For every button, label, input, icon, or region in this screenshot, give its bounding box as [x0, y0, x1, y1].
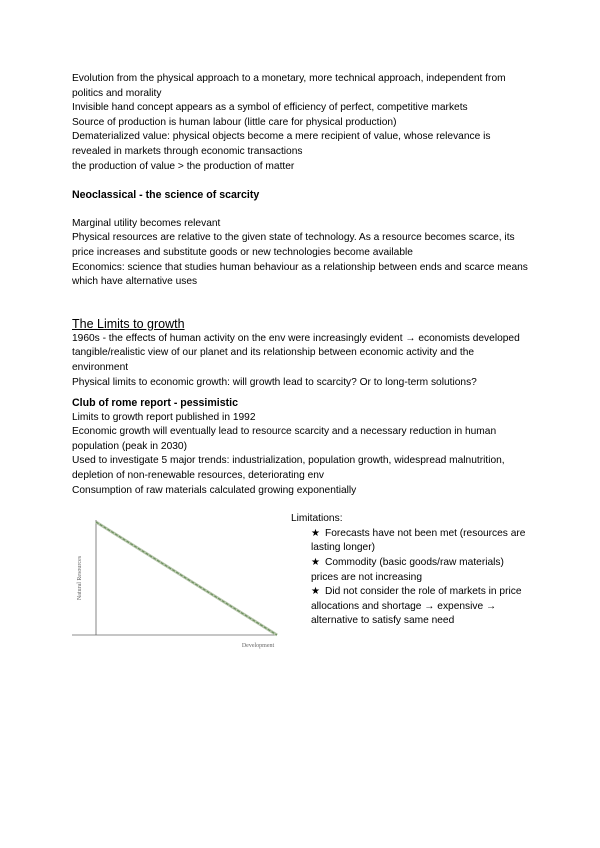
limitations-title: Limitations:	[291, 513, 343, 525]
limitation-item	[291, 585, 531, 629]
intro-section	[72, 72, 532, 174]
neoclassical-heading: Neoclassical - the science of scarcity	[72, 189, 260, 202]
y-axis-label: Natural Resources	[77, 556, 83, 601]
x-axis-label: Development	[241, 643, 275, 650]
neoclassical-line: Economics: science that studies human behaviour as a relationship between ends and scarce means which have alternative uses	[72, 261, 528, 288]
intro-line: Evolution from the physical approach to a monetary, more technical approach, independent from politics and morality	[72, 73, 506, 99]
limitation-text: Forecasts have not been met (resources are lasting longer)	[311, 527, 526, 554]
limitation-text: Commodity (basic goods/raw materials) prices are not increasing	[311, 557, 504, 583]
limitation-item	[291, 556, 531, 585]
limits-line: 1960s - the effects of human activity on the env were increasingly evident → economists developed tangible/realistic view of our planet and its relationship between economic activity and the environment	[72, 332, 520, 373]
limits-section	[72, 332, 532, 390]
club-heading: Club of rome report - pessimistic	[72, 397, 238, 410]
star-icon: ★	[311, 557, 321, 569]
limits-line: Physical limits to economic growth: will growth lead to scarcity? Or to long-term solutions?	[72, 376, 477, 388]
limits-heading: The Limits to growth	[72, 316, 185, 331]
intro-line: the production of value > the production of matter	[72, 160, 295, 172]
neoclassical-line: Physical resources are relative to the given state of technology. As a resource becomes scarce, its price increases and substitute goods or new technologies become available	[72, 232, 515, 258]
club-line: Economic growth will eventually lead to resource scarcity and a necessary reduction in human population (peak in 2030)	[72, 426, 497, 452]
neoclassical-section	[72, 217, 532, 290]
neoclassical-line: Marginal utility becomes relevant	[72, 217, 221, 229]
limitation-item	[291, 527, 531, 556]
series-layer	[96, 522, 277, 635]
document-page	[72, 72, 532, 675]
limitations-block	[291, 512, 531, 629]
resources-chart	[72, 510, 282, 670]
club-line: Consumption of raw materials calculated growing exponentially	[72, 484, 357, 496]
intro-line: Dematerialized value: physical objects become a mere recipient of value, whose relevance is revealed in markets through economic transactions	[72, 131, 491, 157]
intro-line: Source of production is human labour (little care for physical production)	[72, 116, 397, 128]
club-line: Limits to growth report published in 1992	[72, 411, 256, 423]
star-icon: ★	[311, 586, 321, 598]
figure-row	[72, 510, 532, 675]
star-icon: ★	[311, 527, 321, 539]
club-line: Used to investigate 5 major trends: industrialization, population growth, widespread malnutrition, depletion of non-renewable resources, deteriorating env	[72, 455, 505, 482]
intro-line: Invisible hand concept appears as a symbol of efficiency of perfect, competitive markets	[72, 102, 468, 114]
club-section	[72, 411, 532, 499]
limitation-text: Did not consider the role of markets in price allocations and shortage → expensive → alternative to satisfy same need	[311, 586, 522, 627]
